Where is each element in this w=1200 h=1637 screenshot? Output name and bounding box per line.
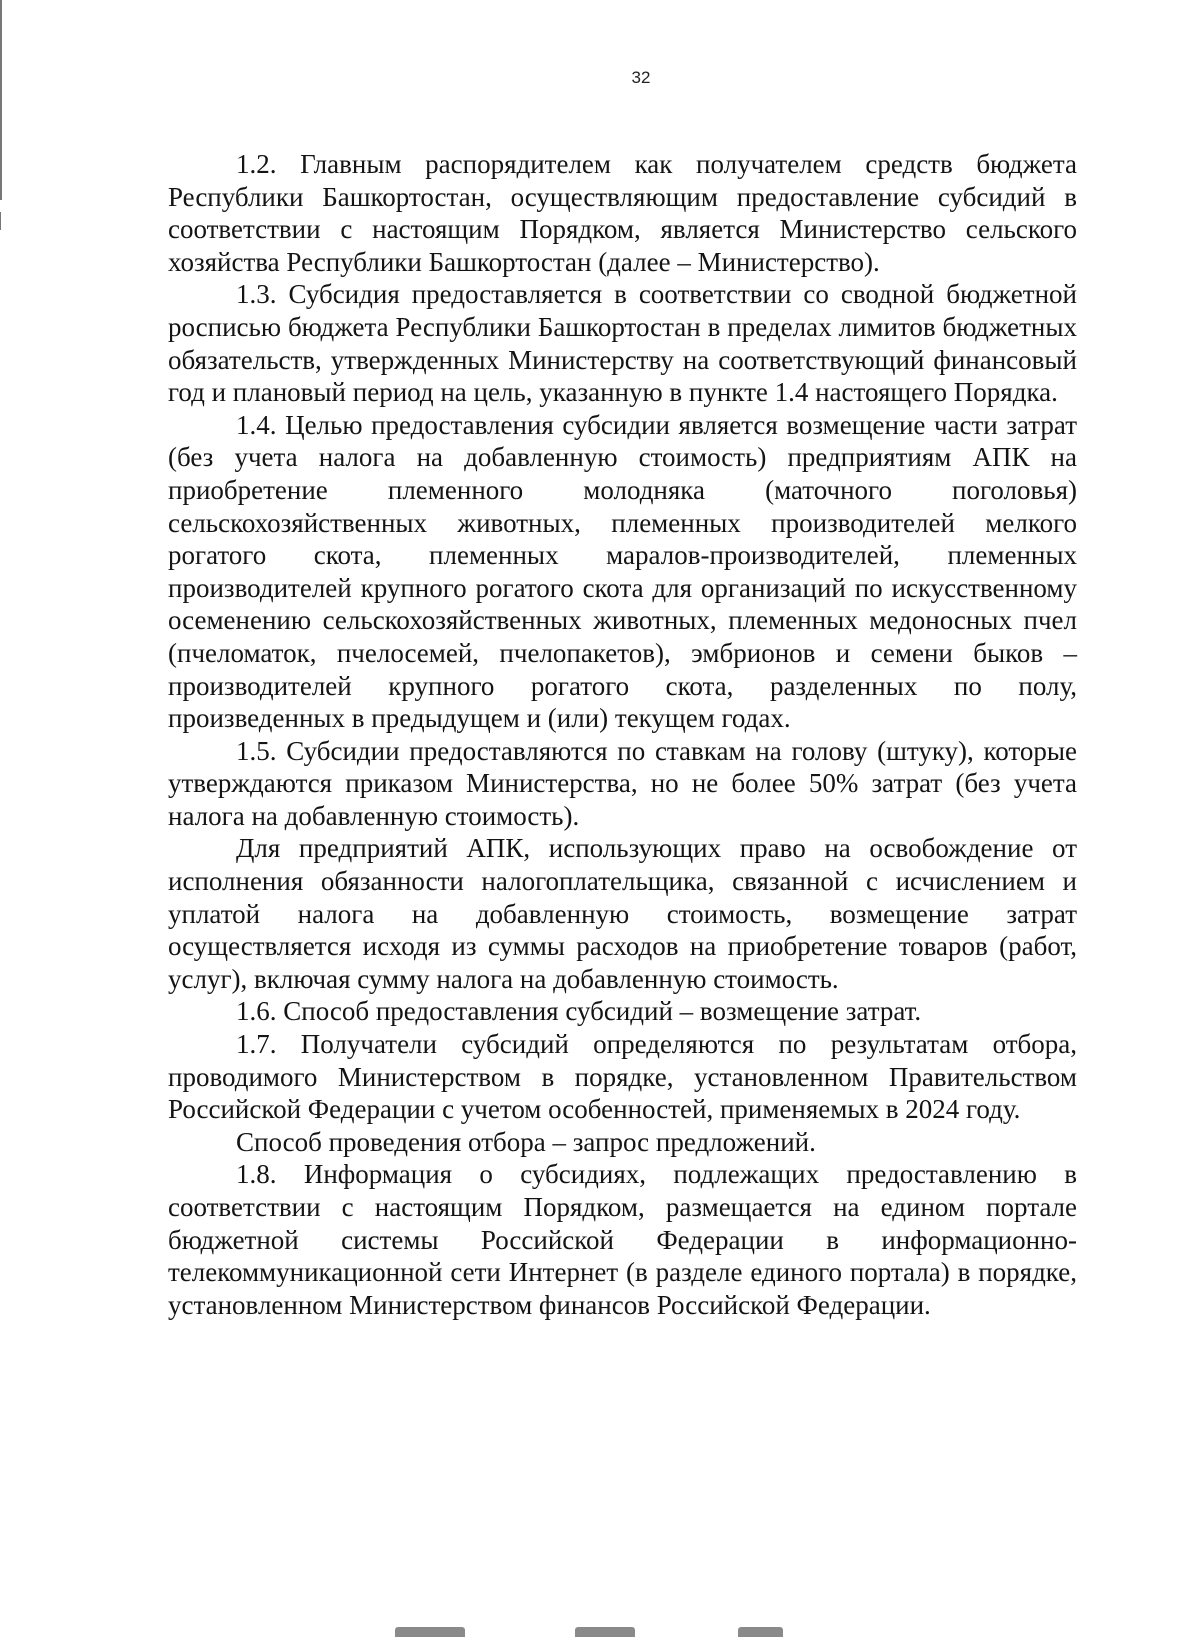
cut-off-text-fragment <box>575 1627 635 1637</box>
scan-edge-mark <box>0 0 2 200</box>
document-body <box>168 148 1077 1321</box>
paragraph-1-3: 1.3. Субсидия предоставляется в соответствии со сводной бюджетной росписью бюджета Республики Башкортостан в пределах лимитов бюджетных обязательств, утвержденных Министерству на соответствующий финансовый год и плановый период на цель, указанную в пункте 1.4 настоящего Порядка. <box>168 279 1077 408</box>
page-number: 32 <box>631 68 651 87</box>
scan-edge-mark <box>0 212 1 230</box>
paragraph-1-2: 1.2. Главным распорядителем как получателем средств бюджета Республики Башкортостан, осуществляющим предоставление субсидий в соответствии с настоящим Порядком, является Министерство сельского хозяйства Республики Башкортостан (далее – Министерство). <box>168 149 1077 277</box>
cut-off-text-fragment <box>738 1627 783 1637</box>
paragraph-1-5: 1.5. Субсидии предоставляются по ставкам на голову (штуку), которые утверждаются приказом Министерства, но не более 50% затрат (без учета налога на добавленную стоимость). <box>168 735 1077 831</box>
paragraph-vat-exemption: Для предприятий АПК, использующих право на освобождение от исполнения обязанности налогоплательщика, связанной с исчислением и уплатой налога на добавленную стоимость, возмещение затрат осуществляется исходя из суммы расходов на приобретение товаров (работ, услуг), включая сумму налога на добавленную стоимость. <box>168 833 1077 994</box>
paragraph-1-7: 1.7. Получатели субсидий определяются по результатам отбора, проводимого Министерством в порядке, установленном Правительством Российской Федерации с учетом особенностей, применяемых в 2024 году. <box>168 1029 1077 1125</box>
cut-off-text-fragment <box>395 1627 465 1637</box>
paragraph-1-6: 1.6. Способ предоставления субсидий – возмещение затрат. <box>236 996 922 1027</box>
paragraph-selection-method: Способ проведения отбора – запрос предложений. <box>236 1126 816 1157</box>
paragraph-1-4: 1.4. Целью предоставления субсидии является возмещение части затрат (без учета налога на добавленную стоимость) предприятиям АПК на приобретение племенного молодняка (маточного поголовья) сельскохозяйственных животных, племенных производителей мелкого рогатого скота, племенных маралов-производителей, племенных производителей крупного рогатого скота для организаций по искусственному осеменению сельскохозяйственных животных, племенных медоносных пчел (пчеломаток, пчелосемей, пчелопакетов), эмбрионов и семени быков – производителей крупного рогатого скота, разделенных по полу, произведенных в предыдущем и (или) текущем годах. <box>168 409 1077 734</box>
paragraph-1-8: 1.8. Информация о субсидиях, подлежащих предоставлению в соответствии с настоящим Порядком, размещается на едином портале бюджетной системы Российской Федерации в информационно-телекоммуникационной сети Интернет (в разделе единого портала) в порядке, установленном Министерством финансов Российской Федерации. <box>168 1159 1077 1320</box>
